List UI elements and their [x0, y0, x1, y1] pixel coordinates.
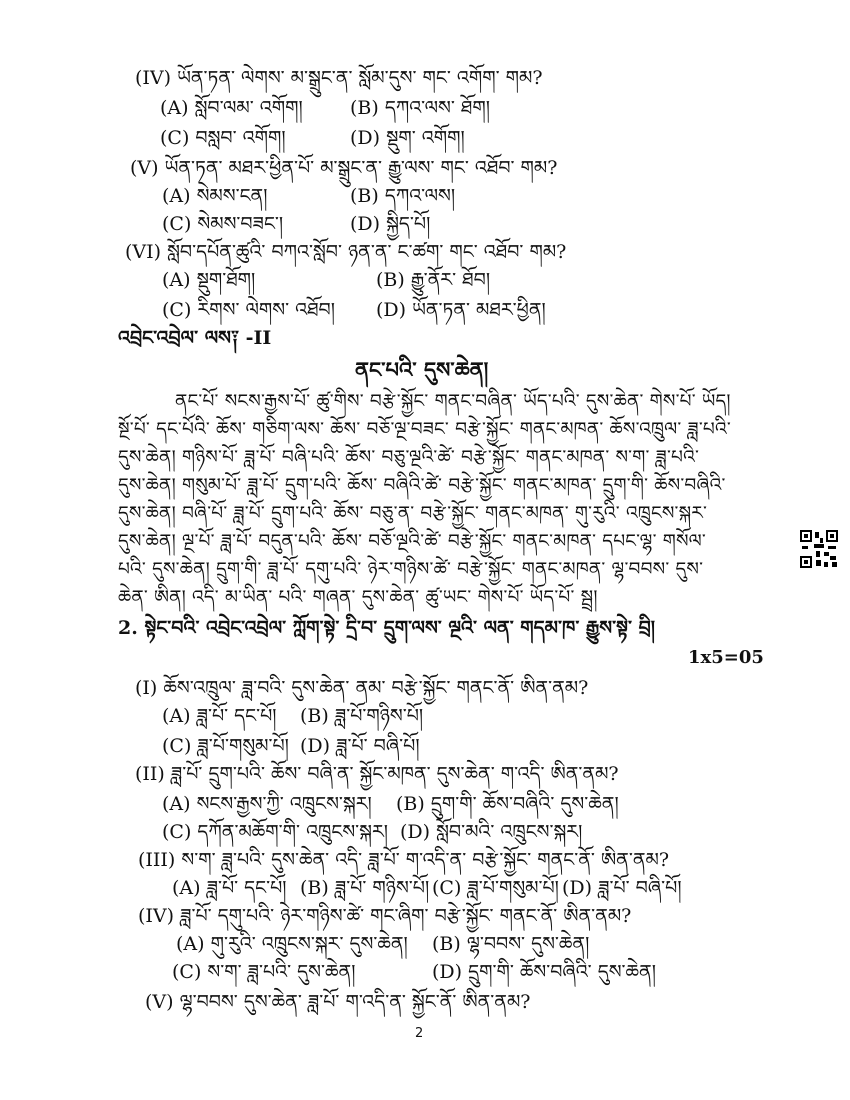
option-c: (C) ཟླ་པོ་གསུམ་པོ།: [162, 735, 289, 757]
passage-line: དུས་ཆེན། ལྔ་པོ་ ཟླ་པོ་ བདུན་པའི་ ཆོས་ བཅོ་ལྔའི་ཚེ་ བརྩེ་སྐྱོང་ གནང་མཁན་ དཔང་ལྷ་ གསོལ་: [118, 531, 706, 552]
option-c: (C) ས་ག་ ཟླ་པའི་ དུས་ཆེན།: [172, 961, 356, 983]
passage-line: དུས་ཆེན། བཞི་པོ་ ཟླ་པོ་ དྲུག་པའི་ ཆོས་ བཅུ་ན་ བརྩེ་སྐྱོང་ གནང་མཁན་ གུ་རུའི་ འཁྲུངས་སྐར་: [118, 503, 708, 524]
q2-number: 2.: [118, 617, 138, 639]
option-c: (C) སེམས་བཟང་།: [162, 213, 284, 235]
question-vi: (VI) སློབ་དཔོན་ཚུའི་ བཀའ་སློབ་ ཉན་ན་ ང་ཚག་ གང་ འཐོབ་ གམ?: [125, 241, 567, 263]
option-d: (D) སྐྱིད་པོ།: [350, 213, 431, 235]
option-b: (B) རྒྱུ་ནོར་ ཐོབ།: [376, 269, 491, 291]
qr-code: [800, 530, 838, 568]
passage-line: དུས་ཆེན། གསུམ་པོ་ ཟླ་པོ་ དྲུག་པའི་ ཆོས་ བཞིའི་ཚེ་ བརྩེ་སྐྱོང་ གནང་མཁན་ དྲུག་གི་ ཆོས་བཞིའི་: [118, 475, 726, 496]
passage-line: དུས་ཆེན། གཉིས་པོ་ ཟླ་པོ་ བཞི་པའི་ ཆོས་ བཅུ་ལྔའི་ཚེ་ བརྩེ་སྐྱོང་ གནང་མཁན་ ས་ག་ ཟླ་པའི་: [118, 447, 700, 468]
option-a: (A) སྡུག་ཐོག།: [162, 269, 256, 291]
option-c: (C) དཀོན་མཆོག་གི་ འཁྲུངས་སྐར།: [162, 821, 389, 843]
passage-line: ཆེན་ ཨིན། འདི་ མ་ཡིན་ པའི་ གཞན་ དུས་ཆེན་ ཚུ་ཡང་ གེས་པོ་ ཡོད་པོ་ སྦྲ།: [118, 587, 598, 608]
page-number: 2: [415, 1026, 424, 1041]
option-a: (A) ཟླ་པོ་ དང་པོ།: [162, 705, 277, 727]
passage-title: ནང་པའི་ དུས་ཆེན།: [355, 357, 489, 382]
question-ii: (II) ཟླ་པོ་ དྲུག་པའི་ ཆོས་ བཞི་ན་ སྐྱོང་མཁན་ དུས་ཆེན་ ག་འདི་ ཨིན་ནམ?: [135, 763, 619, 785]
option-d: (D) ཟླ་པོ་ བཞི་པོ།: [300, 735, 420, 757]
question-iii: (III) ས་ག་ ཟླ་པའི་ དུས་ཆེན་ འདི་ ཟླ་པོ་ ག་འདི་ན་ བརྩེ་སྐྱོང་ གནང་ནོ་ ཨིན་ནམ?: [138, 849, 670, 871]
question-v: (V) ལྷ་བབས་ དུས་ཆེན་ ཟླ་པོ་ ག་འདི་ན་ སྐྱོང་ནོ་ ཨིན་ནམ?: [145, 991, 531, 1013]
question-v: (V) ཡོན་ཏན་ མཐར་ཕྱིན་པོ་ མ་སྒྲུང་ན་ རྒྱུ་ལས་ གང་ འཐོབ་ གམ?: [130, 157, 558, 179]
option-d: (D) དྲུག་གི་ ཆོས་བཞིའི་ དུས་ཆེན།: [432, 961, 656, 983]
passage-line: ནང་པོ་ སངས་རྒྱས་པོ་ ཚུ་གིས་ བརྩེ་སྐྱོང་ གནང་བཞིན་ ཡོད་པའི་ དུས་ཆེན་ གེས་པོ་ ཡོད།: [175, 391, 731, 412]
question-i: (I) ཆོས་འཁྲུལ་ ཟླ་བའི་ དུས་ཆེན་ ནམ་ བརྩེ་སྐྱོང་ གནང་ནོ་ ཨིན་ནམ?: [135, 677, 589, 699]
passage-line: སྔོ་པོ་ དང་པོའི་ ཆོས་ གཅིག་ལས་ ཆོས་ བཅོ་ལྔ་བཟང་ བརྩེ་སྐྱོང་ གནང་མཁན་ ཆོས་འཁྲུལ་ ཟླ་པའི་: [118, 419, 731, 440]
option-c: (C) བསླབ་ འགོག།: [160, 127, 286, 149]
option-d: (D) སློབ་མའི་ འཁྲུངས་སྐར།: [400, 821, 583, 843]
option-b: (B) དྲུག་གི་ ཆོས་བཞིའི་ དུས་ཆེན།: [396, 793, 619, 815]
q2-instruction: སྟེང་བའི་ འབྲེང་འབྲེལ་ ཀློག་སྟེ་ དྲི་བ་ དྲུག་ལས་ ལྔའི་ ལན་ གདམ་ཁ་ རྒྱུས་སྟེ་ བྲི།: [144, 617, 655, 639]
option-a: (A) སངས་རྒྱས་ཀྱི་ འཁྲུངས་སྐར།: [162, 793, 372, 815]
option-d: (D) སྡུག་ འགོག།: [350, 127, 465, 149]
section-label: འབྲེང་འབྲེལ་ ལས༑ -II: [118, 327, 272, 349]
passage-line: པའི་ དུས་ཆེན། དྲུག་གི་ ཟླ་པོ་ དགུ་པའི་ ཉེར་གཉིས་ཚེ་ བརྩེ་སྐྱོང་ གནང་མཁན་ ལྷ་བབས་ དུས་: [118, 559, 704, 580]
option-d: (D) ཟླ་པོ་ བཞི་པོ།: [562, 877, 682, 899]
option-b: (B) དཀའ་ལས་ ཐོག།: [350, 97, 490, 119]
option-a: (A) གུ་རུའི་ འཁྲུངས་སྐར་ དུས་ཆེན།: [176, 933, 408, 955]
question-iv: (IV) ཡོན་ཏན་ ལེགས་ མ་སྒྲུང་ན་ སློམ་དུས་ གང་ འགོག་ གམ?: [135, 67, 543, 89]
option-d: (D) ཡོན་ཏན་ མཐར་ཕྱིན།: [376, 299, 546, 321]
option-b: (B) ཟླ་པོ་གཉིས་པོ།: [300, 705, 424, 727]
option-c: (C) རིགས་ ལེགས་ འཐོབ།: [162, 299, 335, 321]
question-iv: (IV) ཟླ་པོ་ དགུ་པའི་ ཉེར་གཉིས་ཚེ་ གང་ཞིག་ བརྩེ་སྐྱོང་ གནང་ནོ་ ཨིན་ནམ?: [138, 905, 632, 927]
option-a: (A) སེམས་ངན།: [162, 185, 268, 207]
option-c: (C) ཟླ་པོ་གསུམ་པོ།: [432, 877, 559, 899]
option-b: (B) ལྷ་བབས་ དུས་ཆེན།: [432, 933, 590, 955]
option-b: (B) དཀའ་ལས།: [350, 185, 456, 207]
marks: 1x5=05: [688, 647, 764, 668]
option-a: (A) སློབ་ལམ་ འགོག།: [160, 97, 303, 119]
option-b: (B) ཟླ་པོ་ གཉིས་པོ།: [300, 877, 430, 899]
option-a: (A) ཟླ་པོ་ དང་པོ།: [172, 877, 287, 899]
